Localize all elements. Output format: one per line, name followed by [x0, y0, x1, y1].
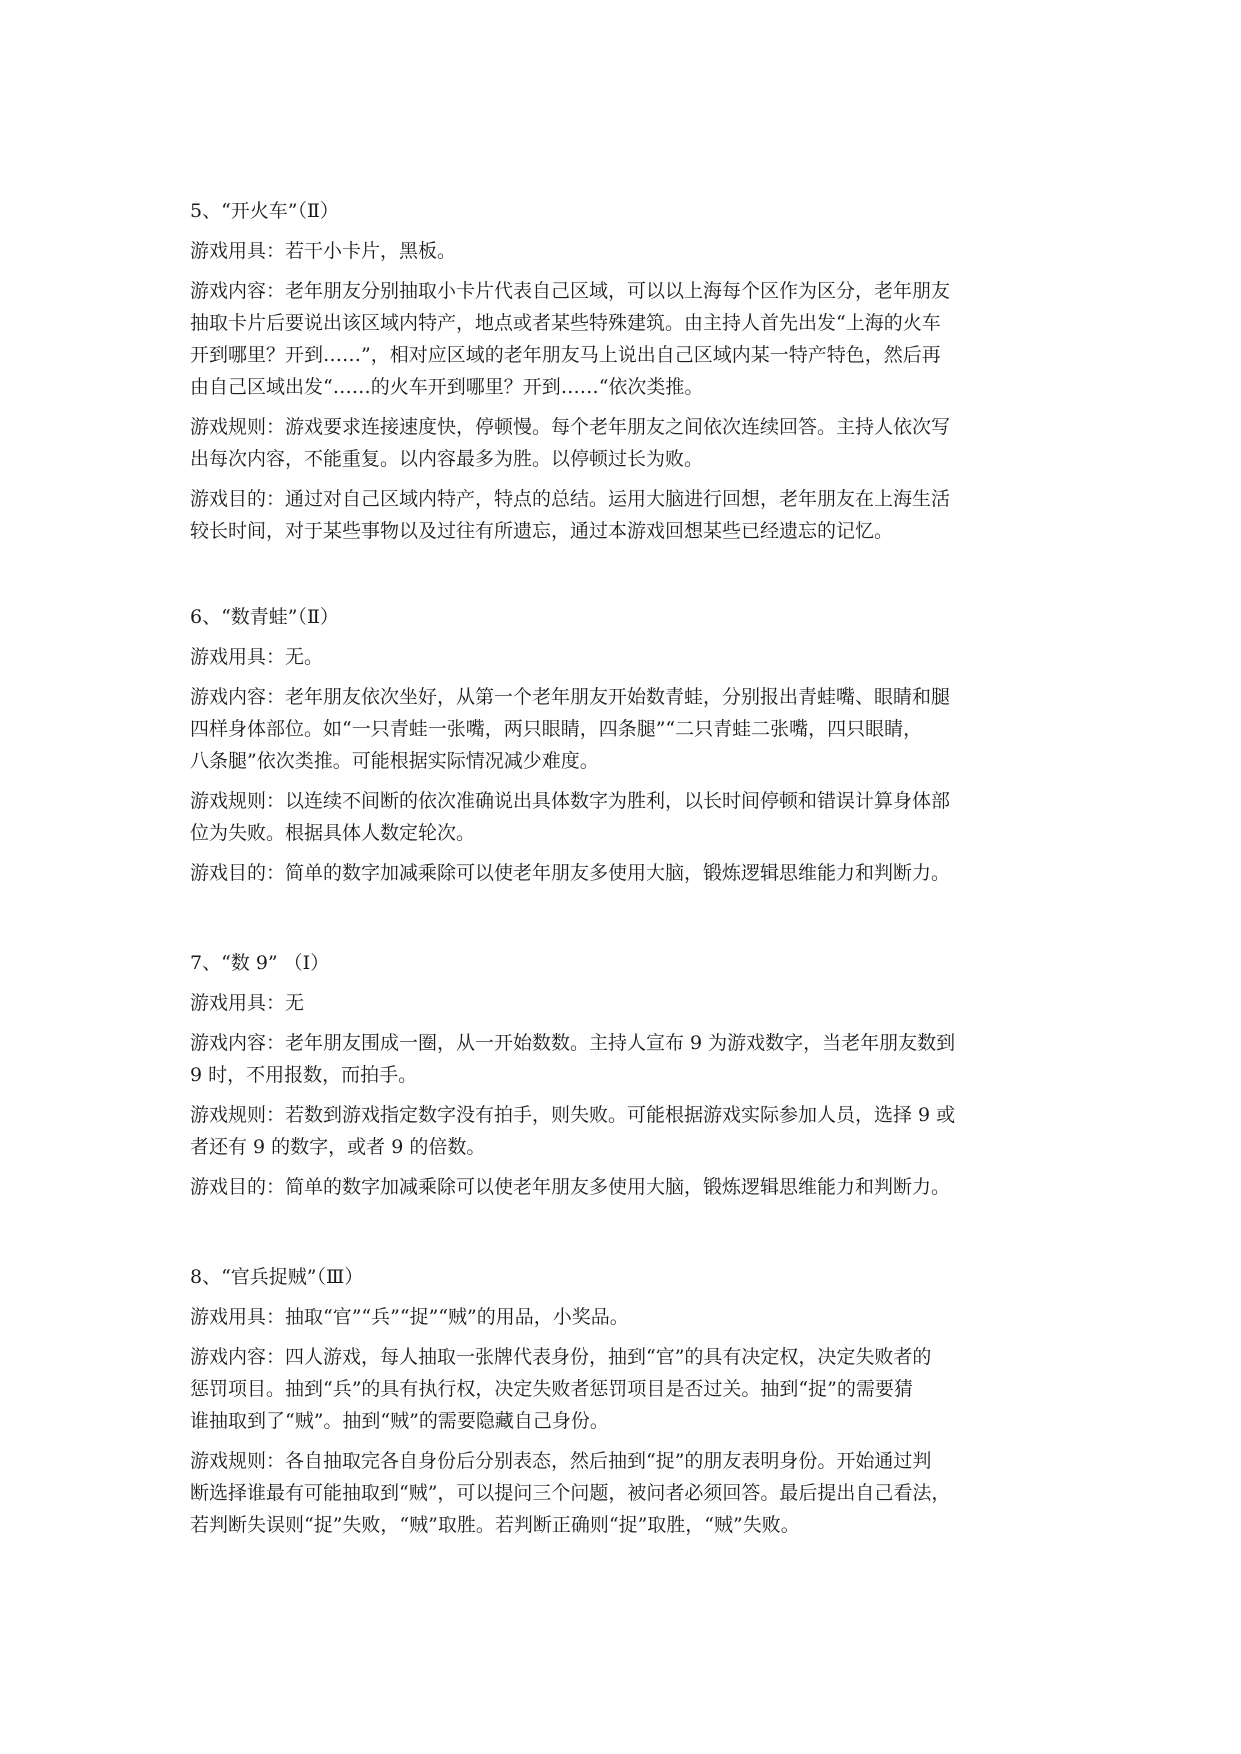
content-line: 游戏内容：老年朋友围成一圈，从一开始数数。主持人宣布 9 为游戏数字，当老年朋友数到 [190, 1032, 956, 1054]
content-line: 惩罚项目。抽到“兵”的具有执行权，决定失败者惩罚项目是否过关。抽到“捉”的需要猜 [190, 1378, 913, 1400]
content-line: 游戏内容：老年朋友依次坐好，从第一个老年朋友开始数青蛙，分别报出青蛙嘴、眼睛和腿 [190, 686, 951, 708]
content-line: 由自己区域出发“……的火车开到哪里？开到……“依次类推。 [190, 376, 704, 398]
section-heading: 5、“开火车”（Ⅱ） [190, 200, 339, 222]
purpose-line: 较长时间，对于某些事物以及过往有所遗忘，通过本游戏回想某些已经遗忘的记忆。 [190, 520, 894, 542]
rules-line: 者还有 9 的数字，或者 9 的倍数。 [190, 1136, 486, 1158]
rules-line: 位为失败。根据具体人数定轮次。 [190, 822, 476, 844]
rules-line: 游戏规则：若数到游戏指定数字没有拍手，则失败。可能根据游戏实际参加人员，选择 9 或 [190, 1104, 956, 1126]
rules-line: 游戏规则：游戏要求连接速度快，停顿慢。每个老年朋友之间依次连续回答。主持人依次写 [190, 416, 951, 438]
content-line: 游戏内容：四人游戏，每人抽取一张牌代表身份，抽到“官”的具有决定权，决定失败者的 [190, 1346, 932, 1368]
content-line: 四样身体部位。如“一只青蛙一张嘴，两只眼睛，四条腿”“二只青蛙二张嘴，四只眼睛， [190, 718, 923, 740]
tools-line: 游戏用具：若干小卡片，黑板。 [190, 240, 457, 262]
tools-line: 游戏用具：抽取“官”“兵”“捉”“贼”的用品，小奖品。 [190, 1306, 629, 1328]
content-line: 抽取卡片后要说出该区域内特产，地点或者某些特殊建筑。由主持人首先出发“上海的火车 [190, 312, 941, 334]
rules-line: 出每次内容，不能重复。以内容最多为胜。以停顿过长为败。 [190, 448, 704, 470]
tools-line: 游戏用具：无 [190, 992, 305, 1014]
content-line: 八条腿”依次类推。可能根据实际情况减少难度。 [190, 750, 599, 772]
purpose-line: 游戏目的：简单的数字加减乘除可以使老年朋友多使用大脑，锻炼逻辑思维能力和判断力。 [190, 1176, 951, 1198]
purpose-line: 游戏目的：通过对自己区域内特产，特点的总结。运用大脑进行回想，老年朋友在上海生活 [190, 488, 951, 510]
section-heading: 7、“数 9” （Ⅰ） [190, 952, 330, 974]
rules-line: 断选择谁最有可能抽取到“贼”，可以提问三个问题，被问者必须回答。最后提出自己看法， [190, 1482, 951, 1504]
section-heading: 8、“官兵捉贼”（Ⅲ） [190, 1266, 364, 1288]
content-line: 开到哪里？开到……”，相对应区域的老年朋友马上说出自己区域内某一特产特色，然后再 [190, 344, 941, 366]
rules-line: 游戏规则：各自抽取完各自身份后分别表态，然后抽到“捉”的朋友表明身份。开始通过判 [190, 1450, 932, 1472]
rules-line: 游戏规则：以连续不间断的依次准确说出具体数字为胜利，以长时间停顿和错误计算身体部 [190, 790, 951, 812]
content-line: 谁抽取到了“贼”。抽到“贼”的需要隐藏自己身份。 [190, 1410, 609, 1432]
section-heading: 6、“数青蛙”（Ⅱ） [190, 606, 339, 628]
purpose-line: 游戏目的：简单的数字加减乘除可以使老年朋友多使用大脑，锻炼逻辑思维能力和判断力。 [190, 862, 951, 884]
content-line: 游戏内容：老年朋友分别抽取小卡片代表自己区域，可以以上海每个区作为区分，老年朋友 [190, 280, 951, 302]
tools-line: 游戏用具：无。 [190, 646, 324, 668]
rules-line: 若判断失误则“捉”失败，“贼”取胜。若判断正确则“捉”取胜，“贼”失败。 [190, 1514, 800, 1536]
content-line: 9 时，不用报数，而拍手。 [190, 1064, 418, 1086]
